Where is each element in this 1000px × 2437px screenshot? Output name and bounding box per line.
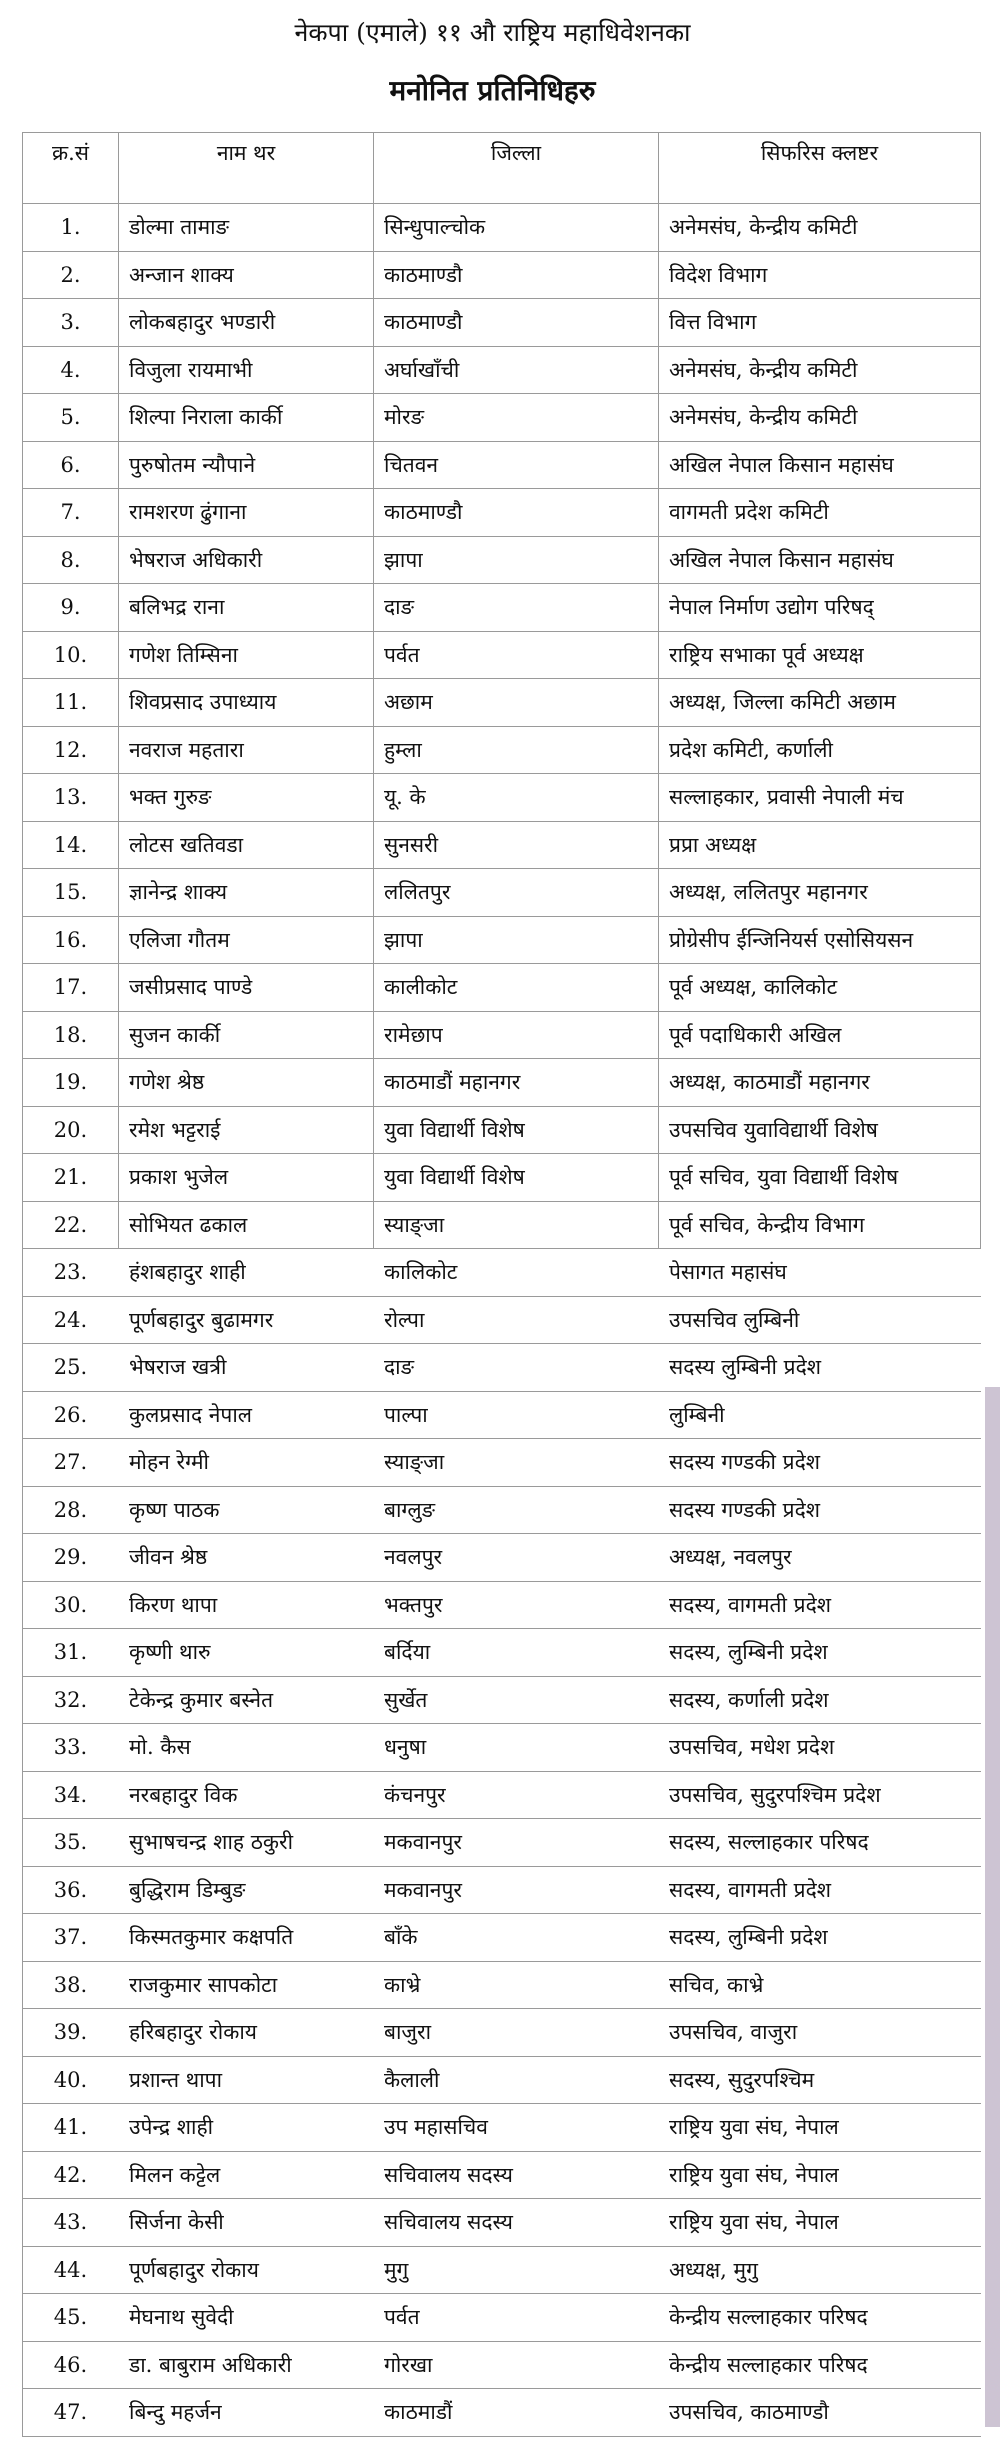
table-row [23, 1866, 981, 1914]
cell-serial: 31. [23, 1629, 119, 1677]
table-header-row [23, 133, 981, 204]
table-row [23, 869, 981, 917]
cell-serial: 32. [23, 1676, 119, 1724]
header-serial: क्र.सं [23, 133, 119, 204]
cell-name: मोहन रेग्मी [119, 1439, 374, 1487]
table-row [23, 1249, 981, 1297]
cell-serial: 3. [23, 299, 119, 347]
cell-name: पूर्णबहादुर बुढामगर [119, 1296, 374, 1344]
cell-name: उपेन्द्र शाही [119, 2104, 374, 2152]
table-row [23, 631, 981, 679]
cell-district: रामेछाप [374, 1011, 659, 1059]
cell-serial: 8. [23, 536, 119, 584]
cell-cluster: अध्यक्ष, जिल्ला कमिटी अछाम [659, 679, 981, 727]
cell-name: जीवन श्रेष्ठ [119, 1534, 374, 1582]
cell-cluster: सदस्य गण्डकी प्रदेश [659, 1486, 981, 1534]
table-row [23, 726, 981, 774]
table-row [23, 394, 981, 442]
cell-district: युवा विद्यार्थी विशेष [374, 1106, 659, 1154]
table-row [23, 774, 981, 822]
table-row [23, 1106, 981, 1154]
cell-district: सुर्खेत [374, 1676, 659, 1724]
cell-name: डा. बाबुराम अधिकारी [119, 2341, 374, 2389]
cell-district: झापा [374, 536, 659, 584]
cell-serial: 40. [23, 2056, 119, 2104]
cell-serial: 12. [23, 726, 119, 774]
cell-serial: 33. [23, 1724, 119, 1772]
cell-district: यू. के [374, 774, 659, 822]
cell-name: गणेश श्रेष्ठ [119, 1059, 374, 1107]
cell-name: पुरुषोतम न्यौपाने [119, 441, 374, 489]
cell-cluster: वागमती प्रदेश कमिटी [659, 489, 981, 537]
cell-district: काठमाण्डौ [374, 251, 659, 299]
cell-cluster: केन्द्रीय सल्लाहकार परिषद [659, 2294, 981, 2342]
cell-district: स्याङ्जा [374, 1201, 659, 1249]
cell-cluster: सदस्य, कर्णाली प्रदेश [659, 1676, 981, 1724]
cell-name: प्रशान्त थापा [119, 2056, 374, 2104]
cell-name: ज्ञानेन्द्र शाक्य [119, 869, 374, 917]
cell-cluster: राष्ट्रिय युवा संघ, नेपाल [659, 2151, 981, 2199]
cell-cluster: अध्यक्ष, काठमाडौं महानगर [659, 1059, 981, 1107]
table-row [23, 1344, 981, 1392]
header-district: जिल्ला [374, 133, 659, 204]
cell-serial: 15. [23, 869, 119, 917]
cell-serial: 25. [23, 1344, 119, 1392]
cell-district: बाँके [374, 1914, 659, 1962]
cell-serial: 38. [23, 1961, 119, 2009]
table-row [23, 1961, 981, 2009]
cell-serial: 46. [23, 2341, 119, 2389]
cell-serial: 28. [23, 1486, 119, 1534]
cell-district: कालिकोट [374, 1249, 659, 1297]
cell-cluster: सल्लाहकार, प्रवासी नेपाली मंच [659, 774, 981, 822]
cell-name: सुभाषचन्द्र शाह ठकुरी [119, 1819, 374, 1867]
cell-name: जसीप्रसाद पाण्डे [119, 964, 374, 1012]
cell-cluster: उपसचिव, काठमाण्डौ [659, 2389, 981, 2437]
cell-serial: 18. [23, 1011, 119, 1059]
cell-district: मकवानपुर [374, 1819, 659, 1867]
cell-cluster: सदस्य गण्डकी प्रदेश [659, 1439, 981, 1487]
table-row [23, 1629, 981, 1677]
cell-cluster: उपसचिव, वाजुरा [659, 2009, 981, 2057]
cell-serial: 7. [23, 489, 119, 537]
cell-district: बाजुरा [374, 2009, 659, 2057]
table-row [23, 1771, 981, 1819]
table-row [23, 2246, 981, 2294]
cell-serial: 21. [23, 1154, 119, 1202]
table-row [23, 2151, 981, 2199]
cell-serial: 23. [23, 1249, 119, 1297]
cell-district: काभ्रे [374, 1961, 659, 2009]
cell-name: किस्मतकुमार कक्षपति [119, 1914, 374, 1962]
cell-cluster: उपसचिव युवाविद्यार्थी विशेष [659, 1106, 981, 1154]
cell-cluster: उपसचिव लुम्बिनी [659, 1296, 981, 1344]
table-row [23, 2341, 981, 2389]
cell-serial: 24. [23, 1296, 119, 1344]
cell-name: विजुला रायमाभी [119, 346, 374, 394]
cell-serial: 29. [23, 1534, 119, 1582]
cell-serial: 30. [23, 1581, 119, 1629]
header-cluster: सिफरिस क्लष्टर [659, 133, 981, 204]
cell-district: सचिवालय सदस्य [374, 2199, 659, 2247]
cell-name: कुलप्रसाद नेपाल [119, 1391, 374, 1439]
table-row [23, 2294, 981, 2342]
cell-district: मोरङ [374, 394, 659, 442]
cell-name: मेघनाथ सुवेदी [119, 2294, 374, 2342]
cell-district: अर्घाखाँची [374, 346, 659, 394]
cell-cluster: अखिल नेपाल किसान महासंघ [659, 536, 981, 584]
cell-name: एलिजा गौतम [119, 916, 374, 964]
cell-name: सोभियत ढकाल [119, 1201, 374, 1249]
cell-name: किरण थापा [119, 1581, 374, 1629]
table-row [23, 1534, 981, 1582]
cell-name: भक्त गुरुङ [119, 774, 374, 822]
cell-serial: 37. [23, 1914, 119, 1962]
cell-district: काठमाण्डौ [374, 299, 659, 347]
cell-district: पर्वत [374, 631, 659, 679]
cell-district: धनुषा [374, 1724, 659, 1772]
table-row [23, 1059, 981, 1107]
document-subtitle: मनोनित प्रतिनिधिहरु [389, 74, 596, 107]
table-row [23, 1011, 981, 1059]
cell-name: टेकेन्द्र कुमार बस्नेत [119, 1676, 374, 1724]
cell-name: बलिभद्र राना [119, 584, 374, 632]
cell-name: भेषराज खत्री [119, 1344, 374, 1392]
cell-cluster: पूर्व सचिव, केन्द्रीय विभाग [659, 1201, 981, 1249]
cell-serial: 17. [23, 964, 119, 1012]
cell-serial: 27. [23, 1439, 119, 1487]
cell-serial: 19. [23, 1059, 119, 1107]
cell-district: रोल्पा [374, 1296, 659, 1344]
table-row [23, 536, 981, 584]
cell-cluster: सचिव, काभ्रे [659, 1961, 981, 2009]
cell-cluster: प्रदेश कमिटी, कर्णाली [659, 726, 981, 774]
cell-name: नवराज महतारा [119, 726, 374, 774]
cell-serial: 11. [23, 679, 119, 727]
cell-serial: 39. [23, 2009, 119, 2057]
cell-district: दाङ [374, 584, 659, 632]
cell-district: पाल्पा [374, 1391, 659, 1439]
table-row [23, 1486, 981, 1534]
delegates-table [22, 132, 981, 2437]
document-title: नेकपा (एमाले) ११ औ राष्ट्रिय महाधिवेशनका [294, 18, 691, 47]
cell-cluster: वित्त विभाग [659, 299, 981, 347]
cell-district: हुम्ला [374, 726, 659, 774]
cell-serial: 9. [23, 584, 119, 632]
cell-serial: 35. [23, 1819, 119, 1867]
cell-district: कैलाली [374, 2056, 659, 2104]
cell-serial: 4. [23, 346, 119, 394]
table-row [23, 1391, 981, 1439]
cell-cluster: विदेश विभाग [659, 251, 981, 299]
cell-district: मुगु [374, 2246, 659, 2294]
cell-serial: 34. [23, 1771, 119, 1819]
cell-serial: 41. [23, 2104, 119, 2152]
cell-district: झापा [374, 916, 659, 964]
cell-cluster: सदस्य, लुम्बिनी प्रदेश [659, 1629, 981, 1677]
cell-serial: 20. [23, 1106, 119, 1154]
table-row [23, 1296, 981, 1344]
cell-district: गोरखा [374, 2341, 659, 2389]
table-row [23, 821, 981, 869]
cell-cluster: राष्ट्रिय सभाका पूर्व अध्यक्ष [659, 631, 981, 679]
cell-cluster: अध्यक्ष, नवलपुर [659, 1534, 981, 1582]
cell-cluster: प्रोग्रेसीप ईन्जिनियर्स एसोसियसन [659, 916, 981, 964]
cell-district: सिन्धुपाल्चोक [374, 204, 659, 252]
cell-name: भेषराज अधिकारी [119, 536, 374, 584]
cell-cluster: अध्यक्ष, मुगु [659, 2246, 981, 2294]
table-row [23, 441, 981, 489]
cell-serial: 43. [23, 2199, 119, 2247]
cell-cluster: सदस्य, वागमती प्रदेश [659, 1866, 981, 1914]
cell-name: शिल्पा निराला कार्की [119, 394, 374, 442]
cell-serial: 42. [23, 2151, 119, 2199]
cell-cluster: सदस्य लुम्बिनी प्रदेश [659, 1344, 981, 1392]
cell-cluster: सदस्य, सल्लाहकार परिषद [659, 1819, 981, 1867]
cell-name: कृष्ण पाठक [119, 1486, 374, 1534]
cell-cluster: सदस्य, लुम्बिनी प्रदेश [659, 1914, 981, 1962]
cell-district: भक्तपुर [374, 1581, 659, 1629]
cell-cluster: राष्ट्रिय युवा संघ, नेपाल [659, 2199, 981, 2247]
table-row [23, 2389, 981, 2437]
cell-name: राजकुमार सापकोटा [119, 1961, 374, 2009]
cell-name: सुजन कार्की [119, 1011, 374, 1059]
cell-district: युवा विद्यार्थी विशेष [374, 1154, 659, 1202]
cell-serial: 36. [23, 1866, 119, 1914]
table-row [23, 251, 981, 299]
cell-name: रामशरण ढुंगाना [119, 489, 374, 537]
table-row [23, 346, 981, 394]
table-row [23, 1819, 981, 1867]
cell-serial: 26. [23, 1391, 119, 1439]
cell-cluster: उपसचिव, सुदुरपश्चिम प्रदेश [659, 1771, 981, 1819]
cell-cluster: पूर्व पदाधिकारी अखिल [659, 1011, 981, 1059]
cell-cluster: अनेमसंघ, केन्द्रीय कमिटी [659, 204, 981, 252]
table-row [23, 964, 981, 1012]
cell-district: काठमाडौं [374, 2389, 659, 2437]
cell-name: गणेश तिम्सिना [119, 631, 374, 679]
cell-name: प्रकाश भुजेल [119, 1154, 374, 1202]
table-row [23, 1724, 981, 1772]
cell-name: कृष्णी थारु [119, 1629, 374, 1677]
table-row [23, 679, 981, 727]
cell-name: मिलन कट्टेल [119, 2151, 374, 2199]
cell-district: कालीकोट [374, 964, 659, 1012]
cell-name: बिन्दु महर्जन [119, 2389, 374, 2437]
cell-district: काठमाण्डौ [374, 489, 659, 537]
cell-district: स्याङ्जा [374, 1439, 659, 1487]
cell-name: डोल्मा तामाङ [119, 204, 374, 252]
cell-cluster: पूर्व सचिव, युवा विद्यार्थी विशेष [659, 1154, 981, 1202]
cell-cluster: उपसचिव, मधेश प्रदेश [659, 1724, 981, 1772]
cell-district: नवलपुर [374, 1534, 659, 1582]
cell-serial: 6. [23, 441, 119, 489]
table-row [23, 489, 981, 537]
cell-serial: 44. [23, 2246, 119, 2294]
cell-serial: 13. [23, 774, 119, 822]
table-body [23, 204, 981, 2437]
cell-district: अछाम [374, 679, 659, 727]
table-row [23, 299, 981, 347]
cell-serial: 10. [23, 631, 119, 679]
cell-name: हरिबहादुर रोकाय [119, 2009, 374, 2057]
table-row [23, 1914, 981, 1962]
table-row [23, 1581, 981, 1629]
cell-district: उप महासचिव [374, 2104, 659, 2152]
cell-name: पूर्णबहादुर रोकाय [119, 2246, 374, 2294]
cell-cluster: अनेमसंघ, केन्द्रीय कमिटी [659, 346, 981, 394]
cell-cluster: नेपाल निर्माण उद्योग परिषद् [659, 584, 981, 632]
cell-serial: 45. [23, 2294, 119, 2342]
cell-district: काठमाडौं महानगर [374, 1059, 659, 1107]
cell-serial: 22. [23, 1201, 119, 1249]
cell-district: बाग्लुङ [374, 1486, 659, 1534]
cell-name: सिर्जना केसी [119, 2199, 374, 2247]
cell-name: शिवप्रसाद उपाध्याय [119, 679, 374, 727]
cell-district: कंचनपुर [374, 1771, 659, 1819]
cell-district: पर्वत [374, 2294, 659, 2342]
cell-name: बुद्धिराम डिम्बुङ [119, 1866, 374, 1914]
table-row [23, 2056, 981, 2104]
cell-serial: 1. [23, 204, 119, 252]
cell-cluster: अखिल नेपाल किसान महासंघ [659, 441, 981, 489]
cell-cluster: सदस्य, वागमती प्रदेश [659, 1581, 981, 1629]
cell-cluster: प्रप्रा अध्यक्ष [659, 821, 981, 869]
cell-name: लोटस खतिवडा [119, 821, 374, 869]
cell-serial: 16. [23, 916, 119, 964]
cell-district: दाङ [374, 1344, 659, 1392]
header-name: नाम थर [119, 133, 374, 204]
cell-district: चितवन [374, 441, 659, 489]
cell-name: मो. कैस [119, 1724, 374, 1772]
table-row [23, 1676, 981, 1724]
cell-cluster: राष्ट्रिय युवा संघ, नेपाल [659, 2104, 981, 2152]
cell-district: सुनसरी [374, 821, 659, 869]
cell-district: सचिवालय सदस्य [374, 2151, 659, 2199]
table-row [23, 204, 981, 252]
cell-serial: 5. [23, 394, 119, 442]
cell-name: अन्जान शाक्य [119, 251, 374, 299]
table-row [23, 2199, 981, 2247]
table-row [23, 584, 981, 632]
cell-cluster: अनेमसंघ, केन्द्रीय कमिटी [659, 394, 981, 442]
cell-name: नरबहादुर विक [119, 1771, 374, 1819]
cell-district: ललितपुर [374, 869, 659, 917]
cell-cluster: केन्द्रीय सल्लाहकार परिषद [659, 2341, 981, 2389]
cell-serial: 47. [23, 2389, 119, 2437]
table-row [23, 1201, 981, 1249]
table-row [23, 1154, 981, 1202]
cell-cluster: लुम्बिनी [659, 1391, 981, 1439]
table-row [23, 2104, 981, 2152]
table-row [23, 1439, 981, 1487]
cell-cluster: सदस्य, सुदुरपश्चिम [659, 2056, 981, 2104]
cell-serial: 14. [23, 821, 119, 869]
cell-name: रमेश भट्टराई [119, 1106, 374, 1154]
table-row [23, 2009, 981, 2057]
cell-name: हंशबहादुर शाही [119, 1249, 374, 1297]
cell-serial: 2. [23, 251, 119, 299]
cell-district: बर्दिया [374, 1629, 659, 1677]
cell-district: मकवानपुर [374, 1866, 659, 1914]
table-row [23, 916, 981, 964]
cell-cluster: पेसागत महासंघ [659, 1249, 981, 1297]
cell-cluster: अध्यक्ष, ललितपुर महानगर [659, 869, 981, 917]
cell-cluster: पूर्व अध्यक्ष, कालिकोट [659, 964, 981, 1012]
cell-name: लोकबहादुर भण्डारी [119, 299, 374, 347]
